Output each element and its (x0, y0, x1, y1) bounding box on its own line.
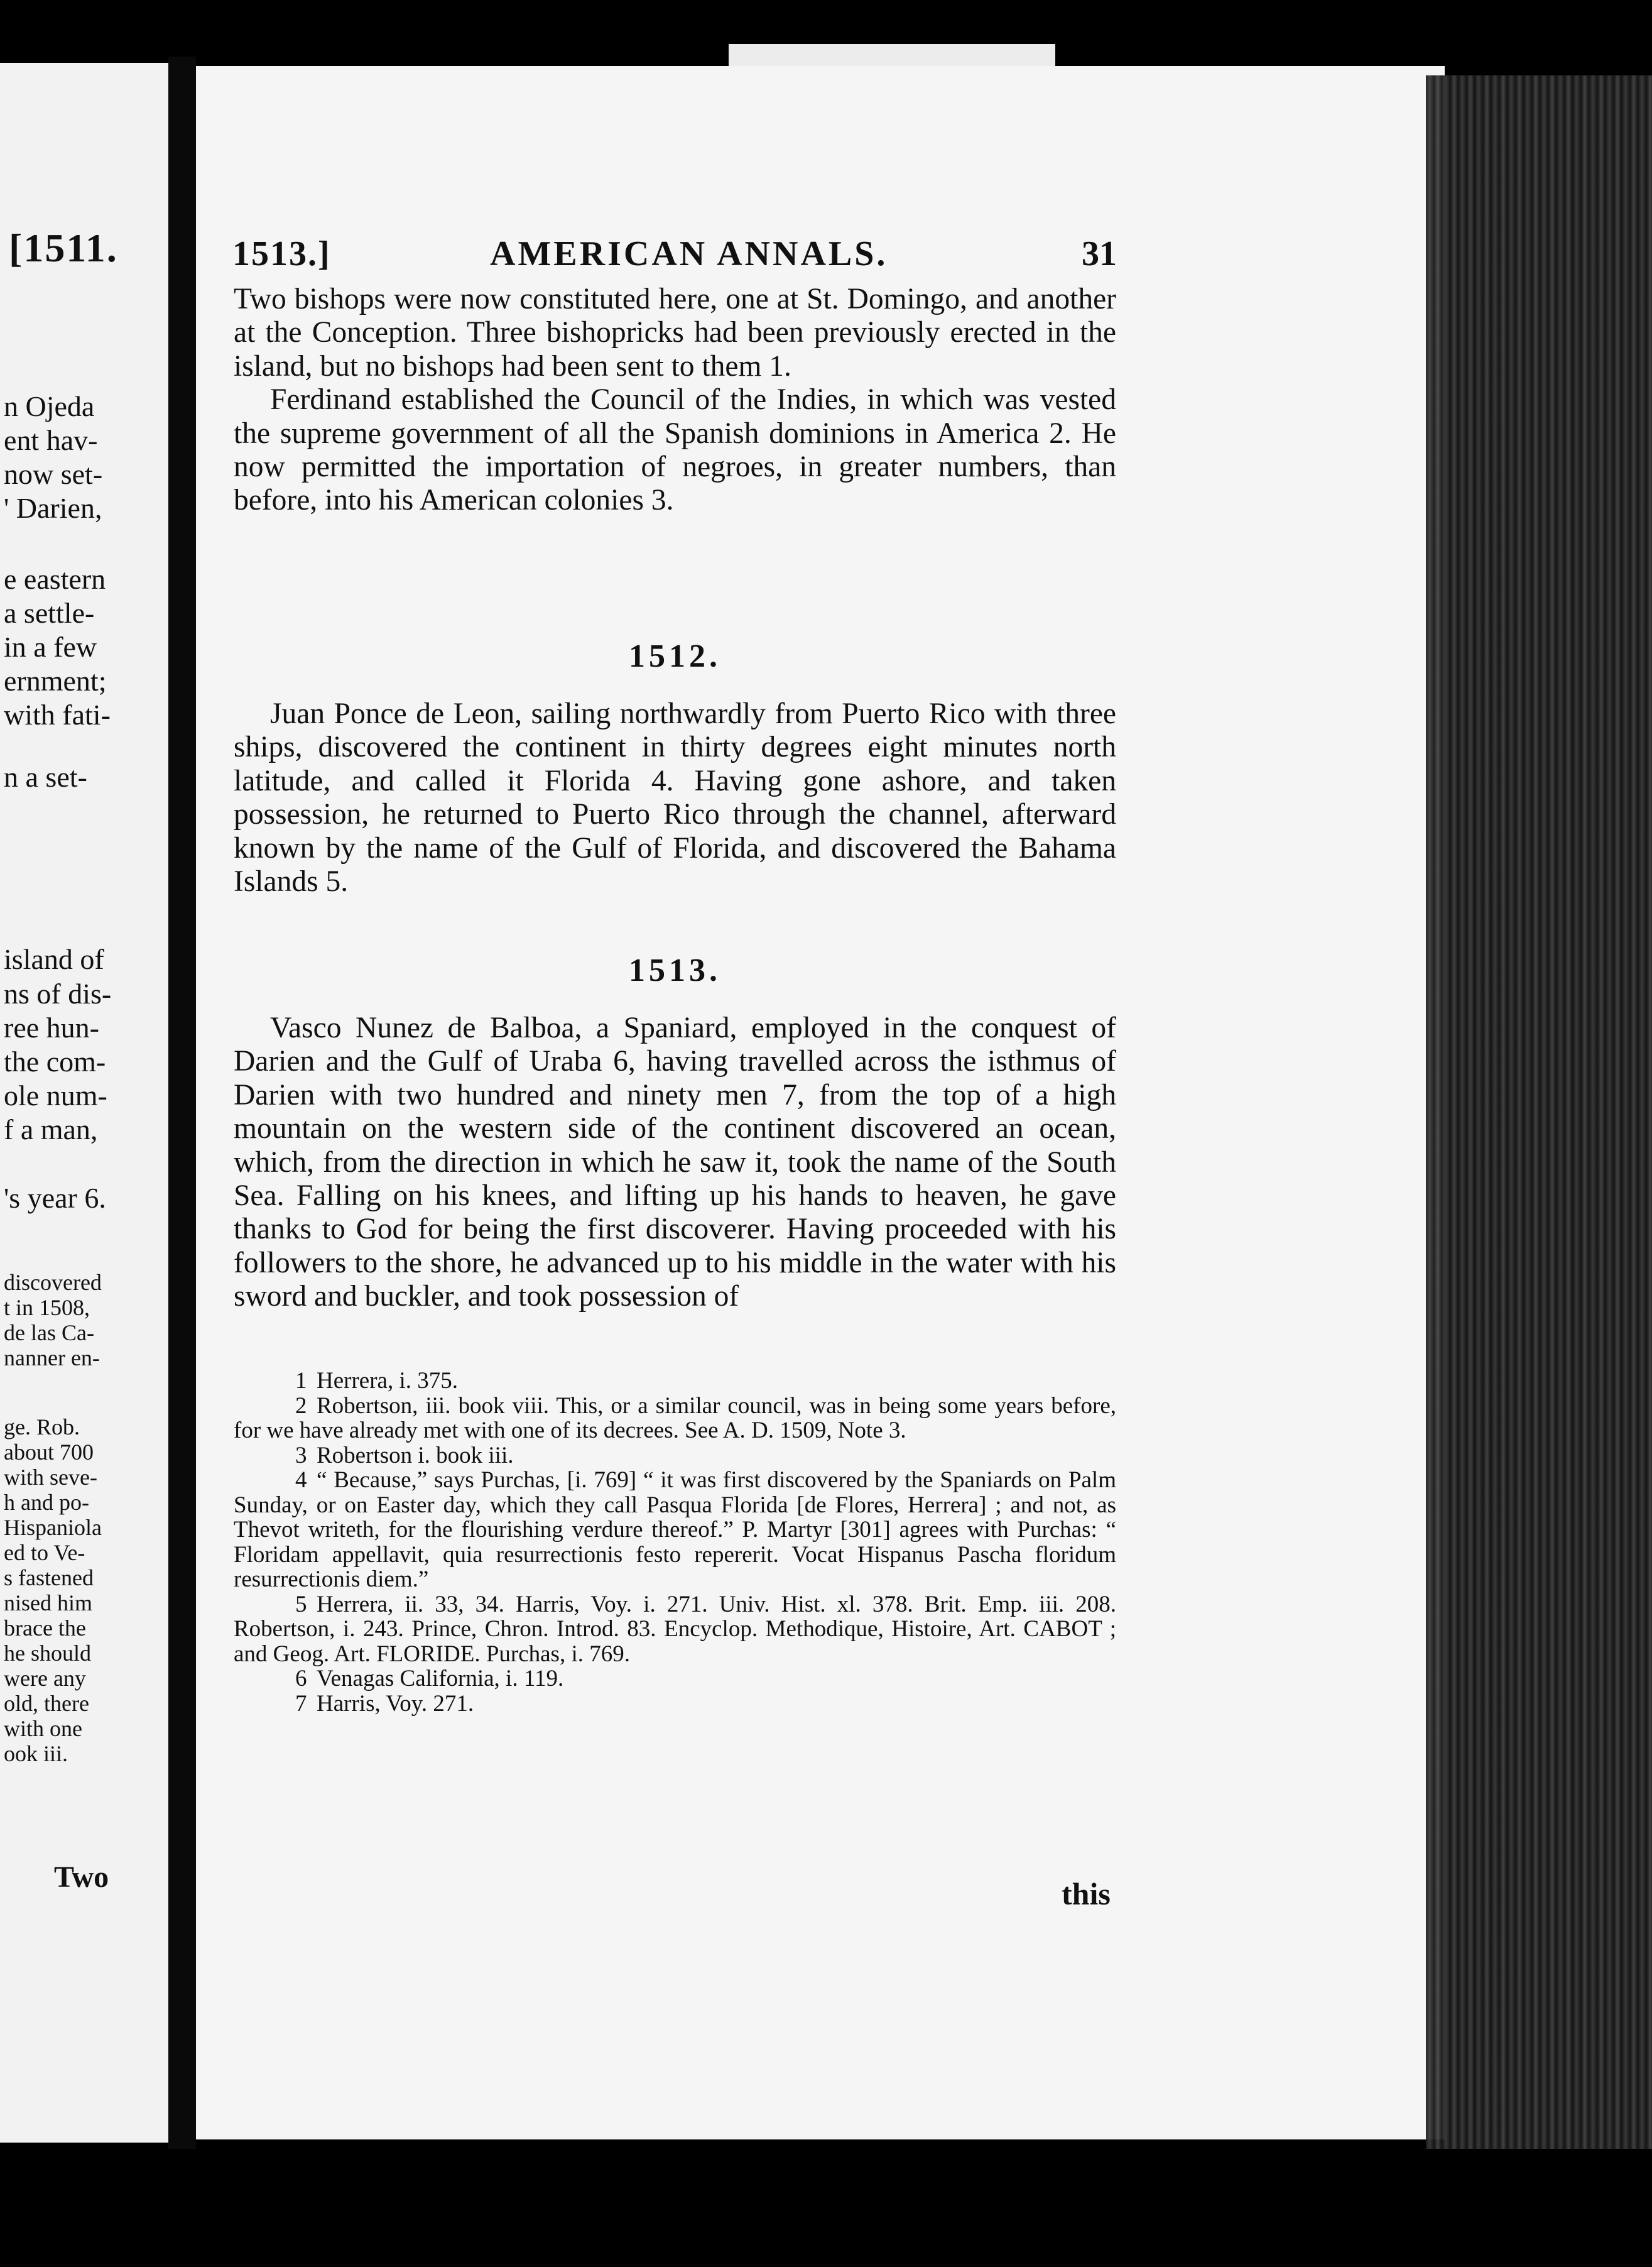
footnote-text: Robertson, iii. book viii. This, or a similar council, was in being some years before, for we have already met with one of its decrees. See A. D. 1509, Note 3. (234, 1392, 1116, 1443)
footnote-number: 2 (295, 1392, 307, 1419)
left-text-line: ole num- (4, 1079, 107, 1112)
running-head-title: AMERICAN ANNALS. (490, 234, 888, 273)
left-text-line: ' Darien, (4, 492, 102, 524)
footnote-text: Robertson i. book iii. (317, 1442, 514, 1468)
footnote (234, 1443, 1116, 1468)
footnotes (234, 1368, 1116, 1716)
left-text-line: a settle- (4, 597, 95, 629)
left-facing-page (0, 63, 168, 2143)
footnote-number: 3 (295, 1442, 307, 1468)
running-head-year: 1513.] (232, 234, 331, 273)
footnote-text: Herrera, ii. 33, 34. Harris, Voy. i. 271. Univ. Hist. xl. 378. Brit. Emp. iii. 208. Robertson, i. 243. Prince, Chron. Introd. 83. Encyclop. Methodique, Histoire, Art. CABOT ; and Geog. Art. FLORIDE. Purchas, i. 769. (234, 1591, 1116, 1667)
left-text-line: now set- (4, 458, 103, 490)
footnote (234, 1691, 1116, 1717)
left-text-line: the com- (4, 1046, 106, 1078)
left-note-line: about 700 (4, 1439, 94, 1465)
left-text-line: ns of dis- (4, 978, 112, 1010)
year-heading-1512: 1512. (629, 638, 721, 674)
left-text-line: n a set- (4, 761, 87, 793)
left-catchword: Two (54, 1860, 109, 1894)
left-note-line: Hispaniola (4, 1515, 102, 1540)
left-note-line: old, there (4, 1691, 89, 1716)
left-note-line: h and po- (4, 1490, 89, 1515)
left-text-line: in a few (4, 631, 97, 663)
body-text-1512 (234, 697, 1116, 899)
book-gutter (168, 57, 196, 2149)
footnote (234, 1468, 1116, 1592)
left-note-line: nanner en- (4, 1345, 100, 1370)
body-text-top (234, 283, 1116, 518)
left-note-line: brace the (4, 1615, 86, 1641)
left-text-line: n Ojeda (4, 390, 95, 422)
footnote-number: 5 (295, 1591, 307, 1617)
paragraph-balboa: Vasco Nunez de Balboa, a Spaniard, employed in the conquest of Darien and the Gulf of Uraba 6, having travelled across the isthmus of Darien with two hundred and ninety men 7, from the top of a high mountain on the western side of the continent discovered an ocean, which, from the direction in which he saw it, took the name of the South Sea. Falling on his knees, and lifting up his hands to heaven, he gave thanks to God for being the first discoverer. Having proceeded with his followers to the shore, he advanced up to his middle in the water with his sword and buckler, and took possession of (234, 1012, 1116, 1313)
left-text-line: ernment; (4, 665, 107, 697)
footnote-number: 1 (295, 1368, 307, 1394)
footnote (234, 1394, 1116, 1443)
page-top-tab (729, 44, 1055, 69)
left-text-line: f a man, (4, 1113, 98, 1145)
left-text-line: island of (4, 943, 104, 975)
footnote-text: Venagas California, i. 119. (317, 1666, 564, 1691)
footnote-text: Herrera, i. 375. (317, 1368, 458, 1394)
left-note-line: ed to Ve- (4, 1540, 85, 1565)
left-note-line: discovered (4, 1270, 102, 1295)
left-text-line: ent hav- (4, 424, 98, 456)
paragraph-council: Ferdinand established the Council of the Indies, in which was vested the supreme government of all the Spanish dominions in America 2. He now permitted the importation of negroes, in greater numbers, than before, into his American colonies 3. (234, 383, 1116, 517)
left-note-line: were any (4, 1666, 86, 1691)
page-number: 31 (1082, 234, 1117, 273)
body-text-1513 (234, 1012, 1116, 1314)
footnote-number: 4 (295, 1467, 307, 1493)
left-text-line: with fati- (4, 699, 111, 731)
footnote (234, 1592, 1116, 1667)
left-note-line: s fastened (4, 1565, 94, 1590)
left-text-line: ree hun- (4, 1012, 99, 1044)
left-text-line: 's year 6. (4, 1182, 106, 1214)
left-text-line: e eastern (4, 563, 106, 595)
left-running-head: [1511. (9, 226, 118, 270)
paragraph-bishops: Two bishops were now constituted here, one at St. Domingo, and another at the Conception. Three bishopricks had been previously erected in the island, but no bishops had been sent to them 1. (234, 283, 1116, 383)
footnote-text: Harris, Voy. 271. (317, 1690, 474, 1717)
left-note-line: with seve- (4, 1465, 97, 1490)
left-note-line: with one (4, 1716, 82, 1741)
footnote-text: “ Because,” says Purchas, [i. 769] “ it was first discovered by the Spaniards on Palm Sunday, or on Easter day, which they call Pasqua Florida [de Flores, Herrera] ; and not, as Thevot writeth, for the flourishing verdure thereof.” P. Martyr [301] agrees with Purchas: “ Floridam appellavit, quia resurrectionis festo repererit. Vocat Hispanus Pascha floridum resurrectionis diem.” (234, 1467, 1116, 1592)
footnote (234, 1368, 1116, 1394)
left-note-line: ge. Rob. (4, 1414, 80, 1439)
footnote-number: 6 (295, 1666, 307, 1691)
left-note-line: nised him (4, 1590, 92, 1615)
page-edges (1426, 75, 1652, 2149)
left-note-line: t in 1508, (4, 1295, 90, 1320)
footnote-number: 7 (295, 1690, 307, 1717)
footnote (234, 1666, 1116, 1691)
left-note-line: ook iii. (4, 1741, 68, 1766)
catchword: this (1062, 1876, 1111, 1911)
left-note-line: de las Ca- (4, 1320, 94, 1345)
paragraph-ponce-de-leon: Juan Ponce de Leon, sailing northwardly from Puerto Rico with three ships, discovered the continent in thirty degrees eight minutes north latitude, and called it Florida 4. Having gone ashore, and taken possession, he returned to Puerto Rico through the channel, afterward known by the name of the Gulf of Florida, and discovered the Bahama Islands 5. (234, 697, 1116, 899)
left-note-line: he should (4, 1641, 91, 1666)
year-heading-1513: 1513. (629, 953, 721, 988)
